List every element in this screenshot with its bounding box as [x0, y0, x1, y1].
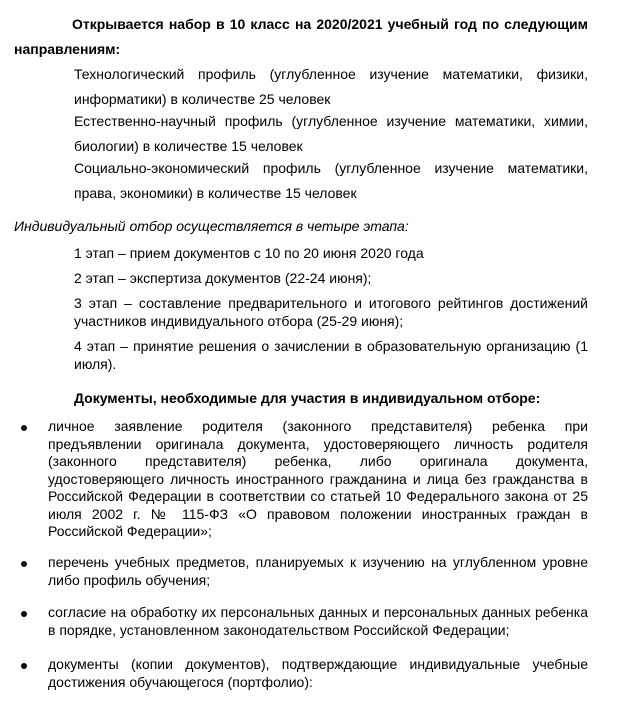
- profile-line: права, экономики) в количестве 15 человек: [74, 185, 357, 201]
- documents-heading: Документы, необходимые для участия в индивидуальном отборе:: [74, 390, 541, 406]
- selection-intro: Индивидуальный отбор осуществляется в четыре этапа:: [14, 218, 409, 234]
- document-line: либо профиль обучения;: [48, 571, 211, 588]
- document-line: (законного представителя) ребенка, либо оригинала документа,: [48, 453, 588, 469]
- stage-line: 4 этап – принятие решения о зачислении в образовательную организацию (1: [74, 338, 588, 354]
- admission-heading-text-1: Открывается набор в 10 класс на 2020/2021 учебный год по следующим: [72, 16, 588, 32]
- document-line: Российской Федерации»;: [48, 523, 212, 539]
- bullet-icon: [21, 561, 27, 567]
- document-line: достижения обучающегося (портфолио):: [48, 673, 313, 690]
- admission-heading-line-2: направлениям:: [14, 41, 121, 57]
- stage-line: 3 этап – составление предварительного и итогового рейтингов достижений: [74, 295, 588, 311]
- bullet-icon: [21, 425, 27, 431]
- stage-item-3: [74, 294, 588, 330]
- stage-line: 1 этап – прием документов с 10 по 20 июня 2020 года: [74, 245, 424, 261]
- document-line: предъявлении оригинала документа, удостоверяющего личность родителя: [48, 435, 588, 452]
- profile-line: Естественно-научный профиль (углубленное изучение математики, химии,: [74, 113, 588, 129]
- document-line: перечень учебных предметов, планируемых к изучению на углубленном уровне: [48, 554, 588, 570]
- stage-line: июля).: [74, 356, 117, 372]
- profile-item-technological: [74, 62, 588, 112]
- profile-line: Технологический профиль (углубленное изучение математики, физики,: [74, 66, 588, 82]
- admission-heading-line-1: [14, 12, 588, 37]
- stage-line: 2 этап – экспертиза документов (22-24 июня);: [74, 270, 372, 286]
- bullet-icon: [21, 611, 27, 617]
- document-text: [48, 604, 588, 639]
- profile-line: Социально-экономический профиль (углубленное изучение математики,: [74, 160, 588, 176]
- document-line: Российской Федерации в соответствии со статьей 10 Федерального закона от 25: [48, 488, 588, 504]
- profile-item-natural-science: [74, 109, 588, 159]
- document-line: в порядке, установленном законодательством Российской Федерации;: [48, 621, 510, 638]
- document-text: [48, 418, 588, 541]
- profile-line: информатики) в количестве 25 человек: [74, 91, 331, 107]
- stage-item-4: [74, 337, 588, 373]
- profile-item-socio-economic: [74, 156, 588, 206]
- document-text: [48, 656, 588, 691]
- document-text: [48, 554, 588, 589]
- admission-heading: [14, 12, 588, 62]
- document-line: удостоверяющего личность иностранного гражданина и лица без гражданства в: [48, 470, 588, 487]
- document-line: июля 2002 г. № 115-ФЗ «О правовом положении иностранных граждан в: [48, 505, 588, 522]
- profile-line: биологии) в количестве 15 человек: [74, 138, 303, 154]
- document-line: документы (копии документов), подтверждающие индивидуальные учебные: [48, 656, 588, 672]
- document-line: согласие на обработку их персональных данных и персональных данных ребенка: [48, 604, 588, 620]
- document-line: личное заявление родителя (законного представителя) ребенка при: [48, 418, 588, 434]
- bullet-icon: [21, 663, 27, 669]
- stage-line: участников индивидуального отбора (25-29 июня);: [74, 313, 404, 329]
- stage-item-2: [74, 269, 588, 287]
- stage-item-1: [74, 244, 588, 262]
